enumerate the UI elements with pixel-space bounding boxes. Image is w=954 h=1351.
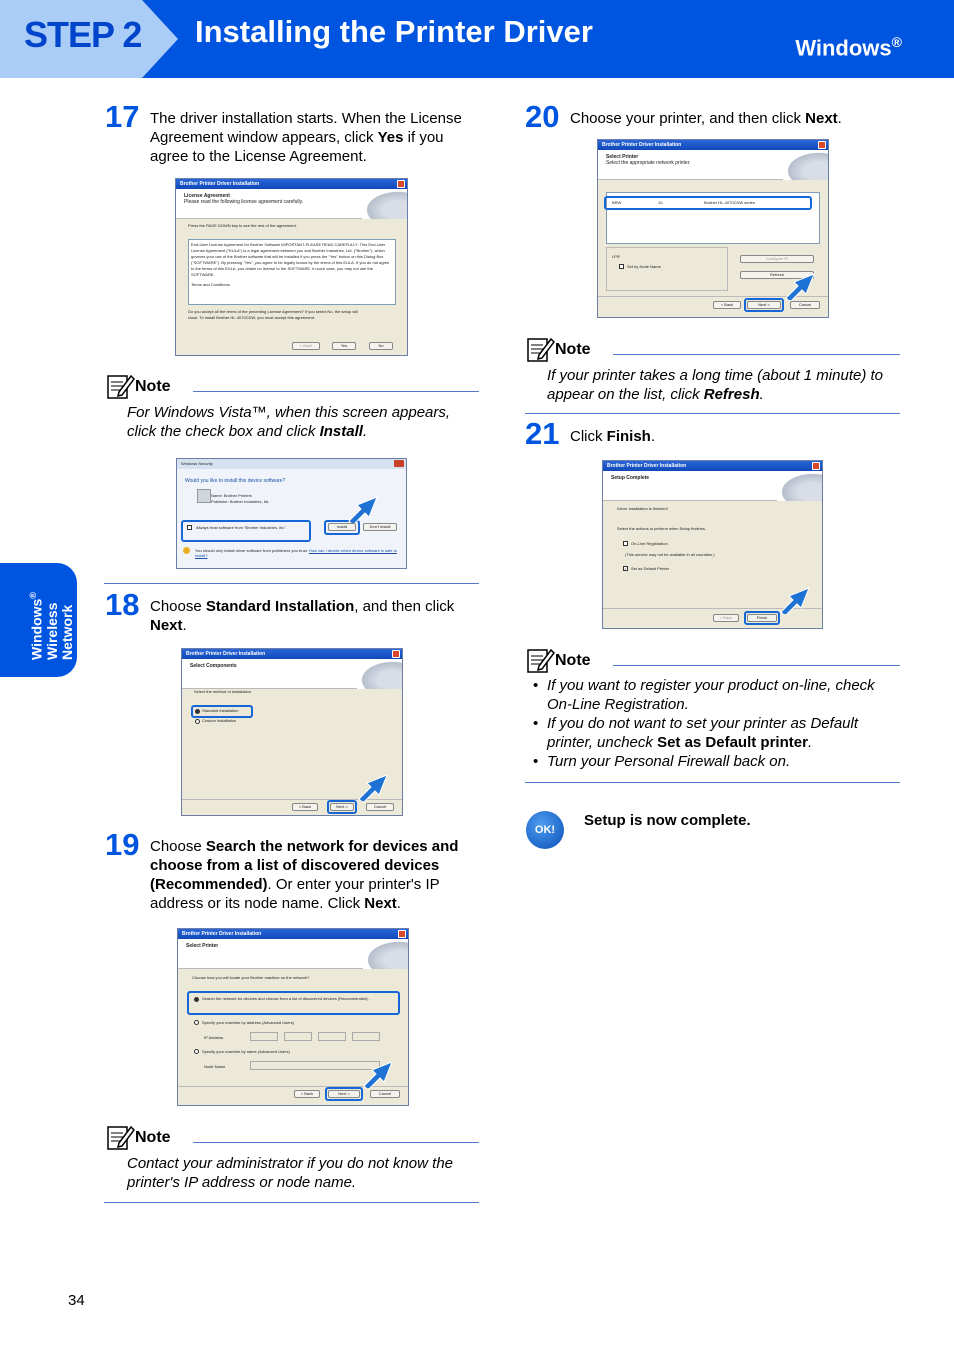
bullet: • bbox=[533, 715, 539, 732]
note-label: Note bbox=[135, 1129, 171, 1146]
license-question: Do you accept all the terms of the preceding License Agreement? If you select No, the setup will close. To install Brother HL-4070CDW, you must accept this agreement. bbox=[188, 309, 358, 320]
close-icon bbox=[392, 650, 400, 658]
ip-label: IP Address bbox=[204, 1035, 224, 1040]
license-textbox[interactable] bbox=[188, 239, 396, 305]
printer-heading: Select Printer bbox=[606, 154, 639, 160]
finish-button[interactable]: Finish bbox=[747, 614, 777, 622]
windows-security-screenshot bbox=[176, 458, 407, 569]
components-heading: Select Components bbox=[190, 663, 237, 669]
note-vista-t1: For Windows Vista™, when this screen appears, click the check box and click bbox=[127, 404, 451, 440]
next-button[interactable]: Next > bbox=[330, 803, 354, 811]
back-button[interactable]: < Back bbox=[713, 301, 741, 309]
printer-icon bbox=[197, 489, 211, 503]
step-21-number: 21 bbox=[525, 416, 560, 451]
registered-mark: ® bbox=[891, 34, 902, 50]
ip-field-4[interactable] bbox=[352, 1032, 380, 1041]
next-button[interactable]: Next > bbox=[328, 1090, 360, 1098]
swirl-graphic bbox=[777, 471, 822, 501]
close-icon bbox=[397, 180, 405, 188]
search-heading: Select Printer bbox=[186, 943, 219, 949]
vista-warn-text: You should only install driver software from publishers you trust. bbox=[195, 548, 308, 553]
side-tab-label bbox=[26, 592, 75, 660]
close-icon bbox=[394, 460, 404, 467]
note-finish-i1: If you want to register your product on-line, check On-Line Registration. bbox=[547, 677, 875, 713]
components-title: Brother Printer Driver Installation bbox=[186, 651, 266, 657]
license-sub: Please read the following license agreement carefully. bbox=[184, 199, 304, 205]
note-finish-i3: Turn your Personal Firewall back on. bbox=[547, 753, 791, 770]
complete-c1note: (This service may not be available in all countries.) bbox=[625, 552, 715, 557]
step-17-t2: if you agree to the License Agreement. bbox=[150, 129, 444, 165]
standard-radio[interactable] bbox=[195, 709, 200, 714]
swirl-graphic bbox=[362, 189, 407, 219]
dont-install-button[interactable]: Don't Install bbox=[363, 523, 397, 531]
note-finish-list bbox=[533, 676, 900, 771]
note-refresh-body bbox=[547, 366, 900, 404]
components-opt1: Standard Installation bbox=[202, 708, 239, 713]
os-name: Windows bbox=[795, 35, 892, 61]
back-button[interactable]: < Back bbox=[294, 1090, 320, 1098]
complete-title: Brother Printer Driver Installation bbox=[607, 463, 687, 469]
note-rule bbox=[193, 1142, 479, 1143]
setup-complete-screenshot bbox=[602, 460, 823, 629]
next-button[interactable]: Next > bbox=[747, 301, 781, 309]
note-ip-body: Contact your administrator if you do not know the printer's IP address or node name. bbox=[127, 1155, 454, 1191]
step-18-b2: Next bbox=[150, 617, 183, 634]
step-21-t1: Click bbox=[570, 428, 607, 445]
name-radio[interactable] bbox=[194, 1049, 199, 1054]
swirl-graphic bbox=[357, 659, 402, 689]
step-18-t1: Choose bbox=[150, 598, 206, 615]
vista-publisher: Publisher: Brother Industries, ltd. bbox=[211, 499, 270, 504]
lpr-group bbox=[606, 247, 728, 291]
configure-ip-button[interactable]: Configure IP bbox=[740, 255, 814, 263]
step-20-text bbox=[570, 109, 900, 128]
note-rule bbox=[613, 354, 900, 355]
step-21-t2: . bbox=[650, 428, 656, 445]
back-button[interactable]: < Back bbox=[713, 614, 739, 622]
search-header bbox=[178, 939, 408, 969]
node-label: Set by Node Name bbox=[627, 264, 661, 269]
note-finish bbox=[525, 646, 900, 782]
step-17-b1: Yes bbox=[377, 129, 404, 146]
swirl-graphic bbox=[783, 150, 828, 180]
complete-c2: Set as Default Printer bbox=[631, 566, 670, 571]
note-label: Note bbox=[555, 341, 591, 358]
shield-icon bbox=[183, 547, 190, 554]
note-rule bbox=[193, 391, 479, 392]
ip-field-1[interactable] bbox=[250, 1032, 278, 1041]
side-tab-mark: ® bbox=[28, 592, 38, 599]
node-name-field[interactable] bbox=[250, 1061, 380, 1070]
printer-col3: Brother HL-4070CDW series bbox=[704, 200, 755, 205]
note-pencil-icon bbox=[525, 335, 555, 363]
close-icon bbox=[818, 141, 826, 149]
components-header bbox=[182, 659, 402, 689]
step-18-t3: . bbox=[182, 617, 187, 634]
trust-checkbox[interactable] bbox=[187, 525, 192, 530]
components-opt2: Custom Installation bbox=[202, 718, 237, 723]
select-printer-method-screenshot bbox=[177, 928, 409, 1106]
printer-sub: Select the appropriate network printer. bbox=[606, 160, 691, 166]
license-terms: Terms and Conditions. bbox=[191, 282, 231, 287]
step-17-t1: The driver installation starts. When the License Agreement window appears, click bbox=[150, 110, 462, 146]
address-radio[interactable] bbox=[194, 1020, 199, 1025]
note-vista-t2: . bbox=[362, 423, 368, 440]
yes-button[interactable]: Yes bbox=[332, 342, 356, 350]
back-button[interactable]: < Back bbox=[292, 342, 320, 350]
vista-warn bbox=[195, 548, 400, 558]
search-radio[interactable] bbox=[194, 997, 199, 1002]
note-label: Note bbox=[555, 652, 591, 669]
printer-col1: BRW bbox=[612, 200, 622, 205]
side-tab-line1: Windows bbox=[28, 598, 45, 660]
note-refresh bbox=[525, 335, 900, 415]
note-finish-i2c: . bbox=[807, 734, 813, 751]
arrow-icon bbox=[357, 773, 393, 801]
select-printer-screenshot bbox=[597, 139, 829, 318]
components-prompt: Select the method of Installation. bbox=[194, 689, 253, 694]
page-number: 34 bbox=[68, 1292, 85, 1309]
step-19-b2: Next bbox=[364, 895, 397, 912]
note-pencil-icon bbox=[105, 372, 135, 400]
vista-titlebar bbox=[177, 459, 406, 469]
ok-badge: OK! bbox=[526, 811, 564, 849]
components-titlebar bbox=[182, 649, 402, 659]
page-header bbox=[0, 0, 954, 78]
step-19-t2: . Or enter your printer's IP address or its node name. Click bbox=[150, 876, 440, 912]
note-vista bbox=[105, 372, 479, 452]
step-17-number: 17 bbox=[105, 99, 140, 134]
complete-l2: Select the actions to perform when Setup finishes. bbox=[617, 526, 706, 531]
online-registration-checkbox[interactable] bbox=[623, 541, 628, 546]
node-checkbox[interactable] bbox=[619, 264, 624, 269]
separator bbox=[104, 583, 479, 584]
search-prompt: Choose how you will locate your Brother machine on the network? bbox=[192, 975, 310, 980]
step-18-b1: Standard Installation bbox=[205, 598, 355, 615]
arrow-icon bbox=[362, 1060, 398, 1088]
os-label bbox=[795, 34, 902, 61]
note-label: Note bbox=[135, 378, 171, 395]
vista-question: Would you like to install this device software? bbox=[185, 478, 286, 484]
complete-heading: Setup Complete bbox=[611, 475, 650, 481]
printer-col2: 10. bbox=[658, 200, 664, 205]
vista-title: Windows Security bbox=[181, 461, 213, 466]
close-icon bbox=[398, 930, 406, 938]
note-finish-i2b: Set as Default printer bbox=[657, 734, 808, 751]
step-19-t3: . bbox=[396, 895, 401, 912]
search-opt2: Specify your machine by address (Advanced Users) bbox=[202, 1020, 295, 1025]
step-tab bbox=[0, 0, 180, 78]
note-finish-i2a: If you do not want to set your printer as Default printer, uncheck bbox=[547, 715, 859, 751]
no-button[interactable]: No bbox=[369, 342, 393, 350]
highlight-trust-checkbox bbox=[181, 520, 311, 542]
side-tab-line2: Wireless bbox=[43, 602, 60, 660]
note-refresh-t1: If your printer takes a long time (about 1 minute) to appear on the list, click bbox=[547, 367, 883, 403]
step-20-t2: . bbox=[837, 110, 842, 127]
cancel-button[interactable]: Cancel bbox=[370, 1090, 400, 1098]
printer-title: Brother Printer Driver Installation bbox=[602, 142, 682, 148]
highlight-search-option bbox=[187, 991, 400, 1015]
default-printer-checkbox[interactable]: ✓ bbox=[624, 566, 628, 571]
cancel-button[interactable]: Cancel bbox=[790, 301, 820, 309]
note-bottom-rule bbox=[525, 782, 900, 783]
note-vista-b1: Install bbox=[319, 423, 363, 440]
note-refresh-t2: . bbox=[759, 386, 764, 403]
step-19-b1: Search the network for devices and choose from a list of discovered devices (Recommended) bbox=[150, 838, 459, 893]
search-opt3: Specify your machine by name (Advanced Users) bbox=[202, 1049, 290, 1054]
step-21-b1: Finish bbox=[606, 428, 651, 445]
bullet: • bbox=[533, 753, 539, 770]
license-hint: Press the PAGE DOWN key to see the rest of the agreement. bbox=[188, 223, 297, 228]
step-19-t1: Choose bbox=[150, 838, 206, 855]
license-header bbox=[176, 189, 407, 219]
note-bottom-rule bbox=[525, 413, 900, 414]
search-titlebar bbox=[178, 929, 408, 939]
printer-header bbox=[598, 150, 828, 180]
complete-titlebar bbox=[603, 461, 822, 471]
list-item bbox=[533, 676, 900, 714]
ip-field-3[interactable] bbox=[318, 1032, 346, 1041]
search-opt1: Search the network for devices and choose from a list of discovered devices (Recommended). bbox=[202, 996, 369, 1001]
arrow-icon bbox=[784, 272, 820, 300]
vista-trust: Always trust software from "Brother Industries, ltd.". bbox=[196, 525, 288, 530]
step-18-number: 18 bbox=[105, 587, 140, 622]
printer-titlebar bbox=[598, 140, 828, 150]
complete-header bbox=[603, 471, 822, 501]
license-body: End-User License Agreement for Brother Software IMPORTANT-PLEASE READ CAREFULLY: This End-User License Agreement ("EULA") is a legal agreement between you and Brother Industries, Ltd. ("Brother"), which governs your use of the Brother software that will be installed if you press the "Yes" button on this Dialog Box ("SOFTWARE"). By pressing "Yes", you agree to be legally bound by the terms of this EULA. If you do not agree to the terms of this EULA, you obtain no license to the SOFTWARE. In such case, you may not use the SOFTWARE. bbox=[191, 242, 390, 277]
custom-radio[interactable] bbox=[195, 719, 200, 724]
license-agreement-screenshot bbox=[175, 178, 408, 356]
step-19-text bbox=[150, 837, 480, 913]
note-refresh-b1: Refresh bbox=[703, 386, 760, 403]
step-19-number: 19 bbox=[105, 827, 140, 862]
side-tab-line3: Network bbox=[58, 604, 75, 660]
complete-l1: Driver installation is finished! bbox=[617, 506, 668, 511]
list-item bbox=[533, 714, 900, 752]
complete-c1: On-Line Registration bbox=[631, 541, 668, 546]
license-title: Brother Printer Driver Installation bbox=[180, 181, 260, 187]
step-18-text bbox=[150, 597, 480, 635]
install-button[interactable]: Install bbox=[328, 523, 356, 531]
node-label: Node Name bbox=[204, 1064, 226, 1069]
search-title: Brother Printer Driver Installation bbox=[182, 931, 262, 937]
setup-complete-text: Setup is now complete. bbox=[584, 812, 751, 829]
cancel-button[interactable]: Cancel bbox=[366, 803, 394, 811]
page-title: Installing the Printer Driver bbox=[195, 14, 593, 49]
bullet: • bbox=[533, 677, 539, 694]
license-titlebar bbox=[176, 179, 407, 189]
step-20-number: 20 bbox=[525, 99, 560, 134]
vista-name: Name: Brother Printers bbox=[211, 493, 252, 498]
lpr-label: LPR bbox=[612, 254, 620, 259]
note-bottom-rule bbox=[104, 1202, 479, 1203]
step-18-t2: , and then click bbox=[354, 598, 455, 615]
refresh-button[interactable]: Refresh bbox=[740, 271, 814, 279]
back-button[interactable]: < Back bbox=[292, 803, 318, 811]
swirl-graphic bbox=[363, 939, 408, 969]
note-ip-address bbox=[105, 1123, 479, 1205]
note-pencil-icon bbox=[105, 1123, 135, 1151]
note-rule bbox=[613, 665, 900, 666]
license-heading: License Agreement bbox=[184, 193, 230, 199]
select-components-screenshot bbox=[181, 648, 403, 816]
step-21-text bbox=[570, 427, 900, 446]
ip-field-2[interactable] bbox=[284, 1032, 312, 1041]
note-pencil-icon bbox=[525, 646, 555, 674]
step-20-b1: Next bbox=[805, 110, 838, 127]
step-label: STEP 2 bbox=[24, 14, 142, 55]
arrow-icon bbox=[779, 586, 815, 614]
step-17-text bbox=[150, 109, 480, 166]
step-20-t1: Choose your printer, and then click bbox=[570, 110, 806, 127]
list-item bbox=[533, 752, 900, 771]
vista-link[interactable]: How can I decide which device software is safe to install? bbox=[195, 548, 397, 558]
note-vista-body bbox=[127, 403, 479, 441]
arrow-icon bbox=[347, 495, 383, 523]
close-icon bbox=[812, 462, 820, 470]
